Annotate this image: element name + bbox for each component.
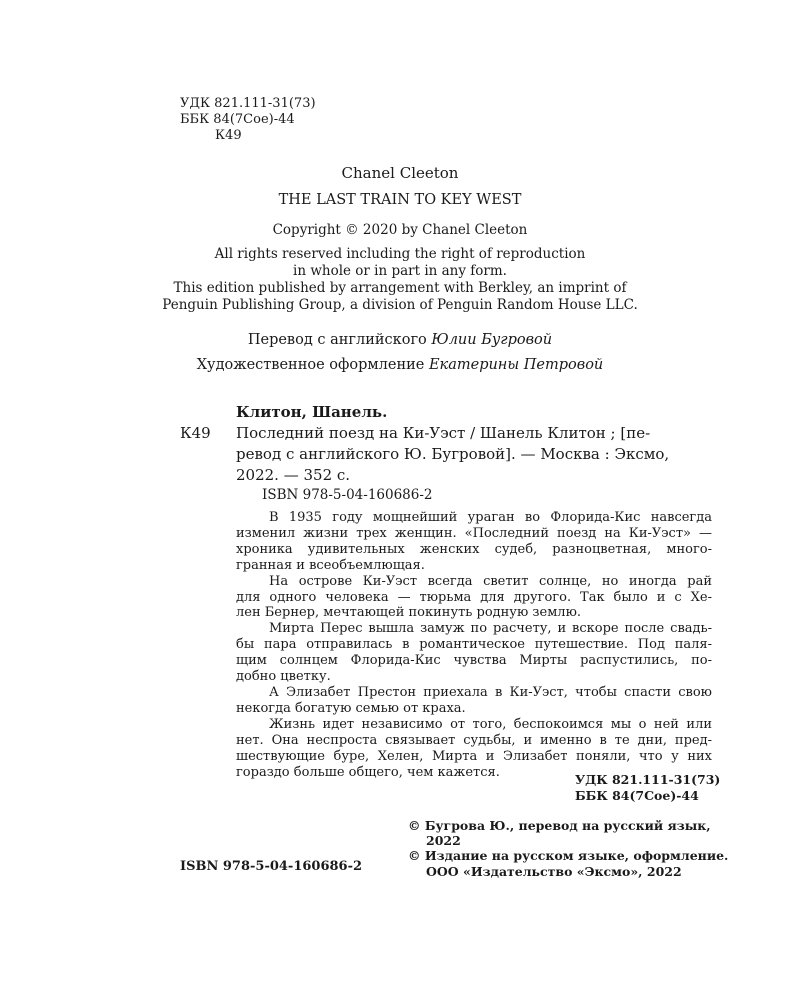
abstract-line: Мирта Перес вышла замуж по расчету, и вскоре после свадь- bbox=[269, 621, 712, 637]
abstract-line: На острове Ки-Уэст всегда светит солнце, но иногда рай bbox=[269, 573, 712, 589]
bbk-code: ББК 84(7Сое)-44 bbox=[180, 112, 295, 127]
footer-udk: УДК 821.111-31(73) bbox=[575, 772, 721, 787]
abstract-line: нет. Она неспроста связывает судьбы, и именно в те дни, пред- bbox=[236, 732, 712, 748]
footer-copyrights bbox=[408, 818, 728, 879]
author-mark: К49 bbox=[215, 128, 242, 143]
original-author: Chanel Cleeton bbox=[341, 164, 459, 182]
translator-credit bbox=[0, 332, 800, 348]
copyright-translation-line: 2022 bbox=[426, 833, 461, 849]
copyright-translation-line: © Бугрова Ю., перевод на русский язык, bbox=[408, 818, 711, 833]
biblio-mark: К49 bbox=[180, 424, 211, 442]
abstract-line: гранная и всеобъемлющая. bbox=[236, 557, 425, 573]
abstract-line: А Элизабет Престон приехала в Ки-Уэст, чтобы спасти свою bbox=[269, 684, 712, 700]
abstract bbox=[236, 510, 712, 780]
rights-notice bbox=[0, 246, 800, 314]
abstract-line: лен Бернер, мечтающей покинуть родную землю. bbox=[236, 605, 582, 621]
rights-line: This edition published by arrangement with Berkley, an imprint of bbox=[173, 280, 627, 296]
biblio-line: ревод с английского Ю. Бугровой]. — Москва : Эксмо, bbox=[236, 445, 670, 463]
original-title: THE LAST TRAIN TO KEY WEST bbox=[278, 192, 522, 208]
footer-isbn: ISBN 978-5-04-160686-2 bbox=[180, 859, 363, 874]
abstract-line: бы пара отправилась в романтическое путешествие. Под паля- bbox=[236, 637, 712, 653]
original-copyright: Copyright © 2020 by Chanel Cleeton bbox=[272, 222, 528, 238]
footer-classification bbox=[575, 772, 720, 804]
abstract-line: некогда богатую семью от краха. bbox=[236, 700, 466, 716]
abstract-line: добно цветку. bbox=[236, 669, 331, 685]
rights-line: All rights reserved including the right of reproduction bbox=[214, 246, 586, 262]
biblio-isbn: ISBN 978-5-04-160686-2 bbox=[262, 487, 433, 503]
abstract-line: гораздо больше общего, чем кажется. bbox=[236, 764, 500, 780]
abstract-line: Жизнь идет независимо от того, беспокоимся мы о ней или bbox=[269, 716, 712, 732]
abstract-line: изменил жизни трех женщин. «Последний поезд на Ки-Уэст» — bbox=[236, 525, 712, 541]
abstract-line: В 1935 году мощнейший ураган во Флорида-Кис навсегда bbox=[269, 510, 712, 525]
translator-name: Юлии Бугровой bbox=[431, 332, 553, 348]
translator-prefix: Перевод с английского bbox=[247, 332, 427, 348]
classification-block bbox=[180, 96, 316, 144]
abstract-line: для одного человека — тюрьма для другого. Так было и с Хе- bbox=[236, 589, 712, 605]
rights-line: in whole or in part in any form. bbox=[293, 263, 507, 279]
biblio-line: 2022. — 352 с. bbox=[236, 466, 351, 484]
copyright-edition-line: © Издание на русском языке, оформление. bbox=[408, 848, 729, 864]
designer-prefix: Художественное оформление bbox=[196, 357, 425, 373]
copyright-edition-line: ООО «Издательство «Эксмо», 2022 bbox=[426, 863, 682, 879]
abstract-line: хроника удивительных женских судеб, разноцветная, много- bbox=[236, 541, 712, 557]
footer-bbk: ББК 84(7Сое)-44 bbox=[575, 788, 699, 803]
bibliographic-record bbox=[180, 402, 720, 486]
designer-credit bbox=[0, 357, 800, 373]
abstract-line: шествующие буре, Хелен, Мирта и Элизабет поняли, что у них bbox=[236, 748, 712, 764]
rights-line: Penguin Publishing Group, a division of Penguin Random House LLC. bbox=[162, 297, 638, 313]
udk-code: УДК 821.111-31(73) bbox=[180, 96, 316, 111]
biblio-line: Последний поезд на Ки-Уэст / Шанель Клитон ; [пе- bbox=[236, 424, 651, 442]
abstract-line: щим солнцем Флорида-Кис чувства Мирты распустились, по- bbox=[236, 653, 712, 669]
biblio-heading: Клитон, Шанель. bbox=[236, 403, 388, 421]
designer-name: Екатерины Петровой bbox=[428, 357, 604, 373]
